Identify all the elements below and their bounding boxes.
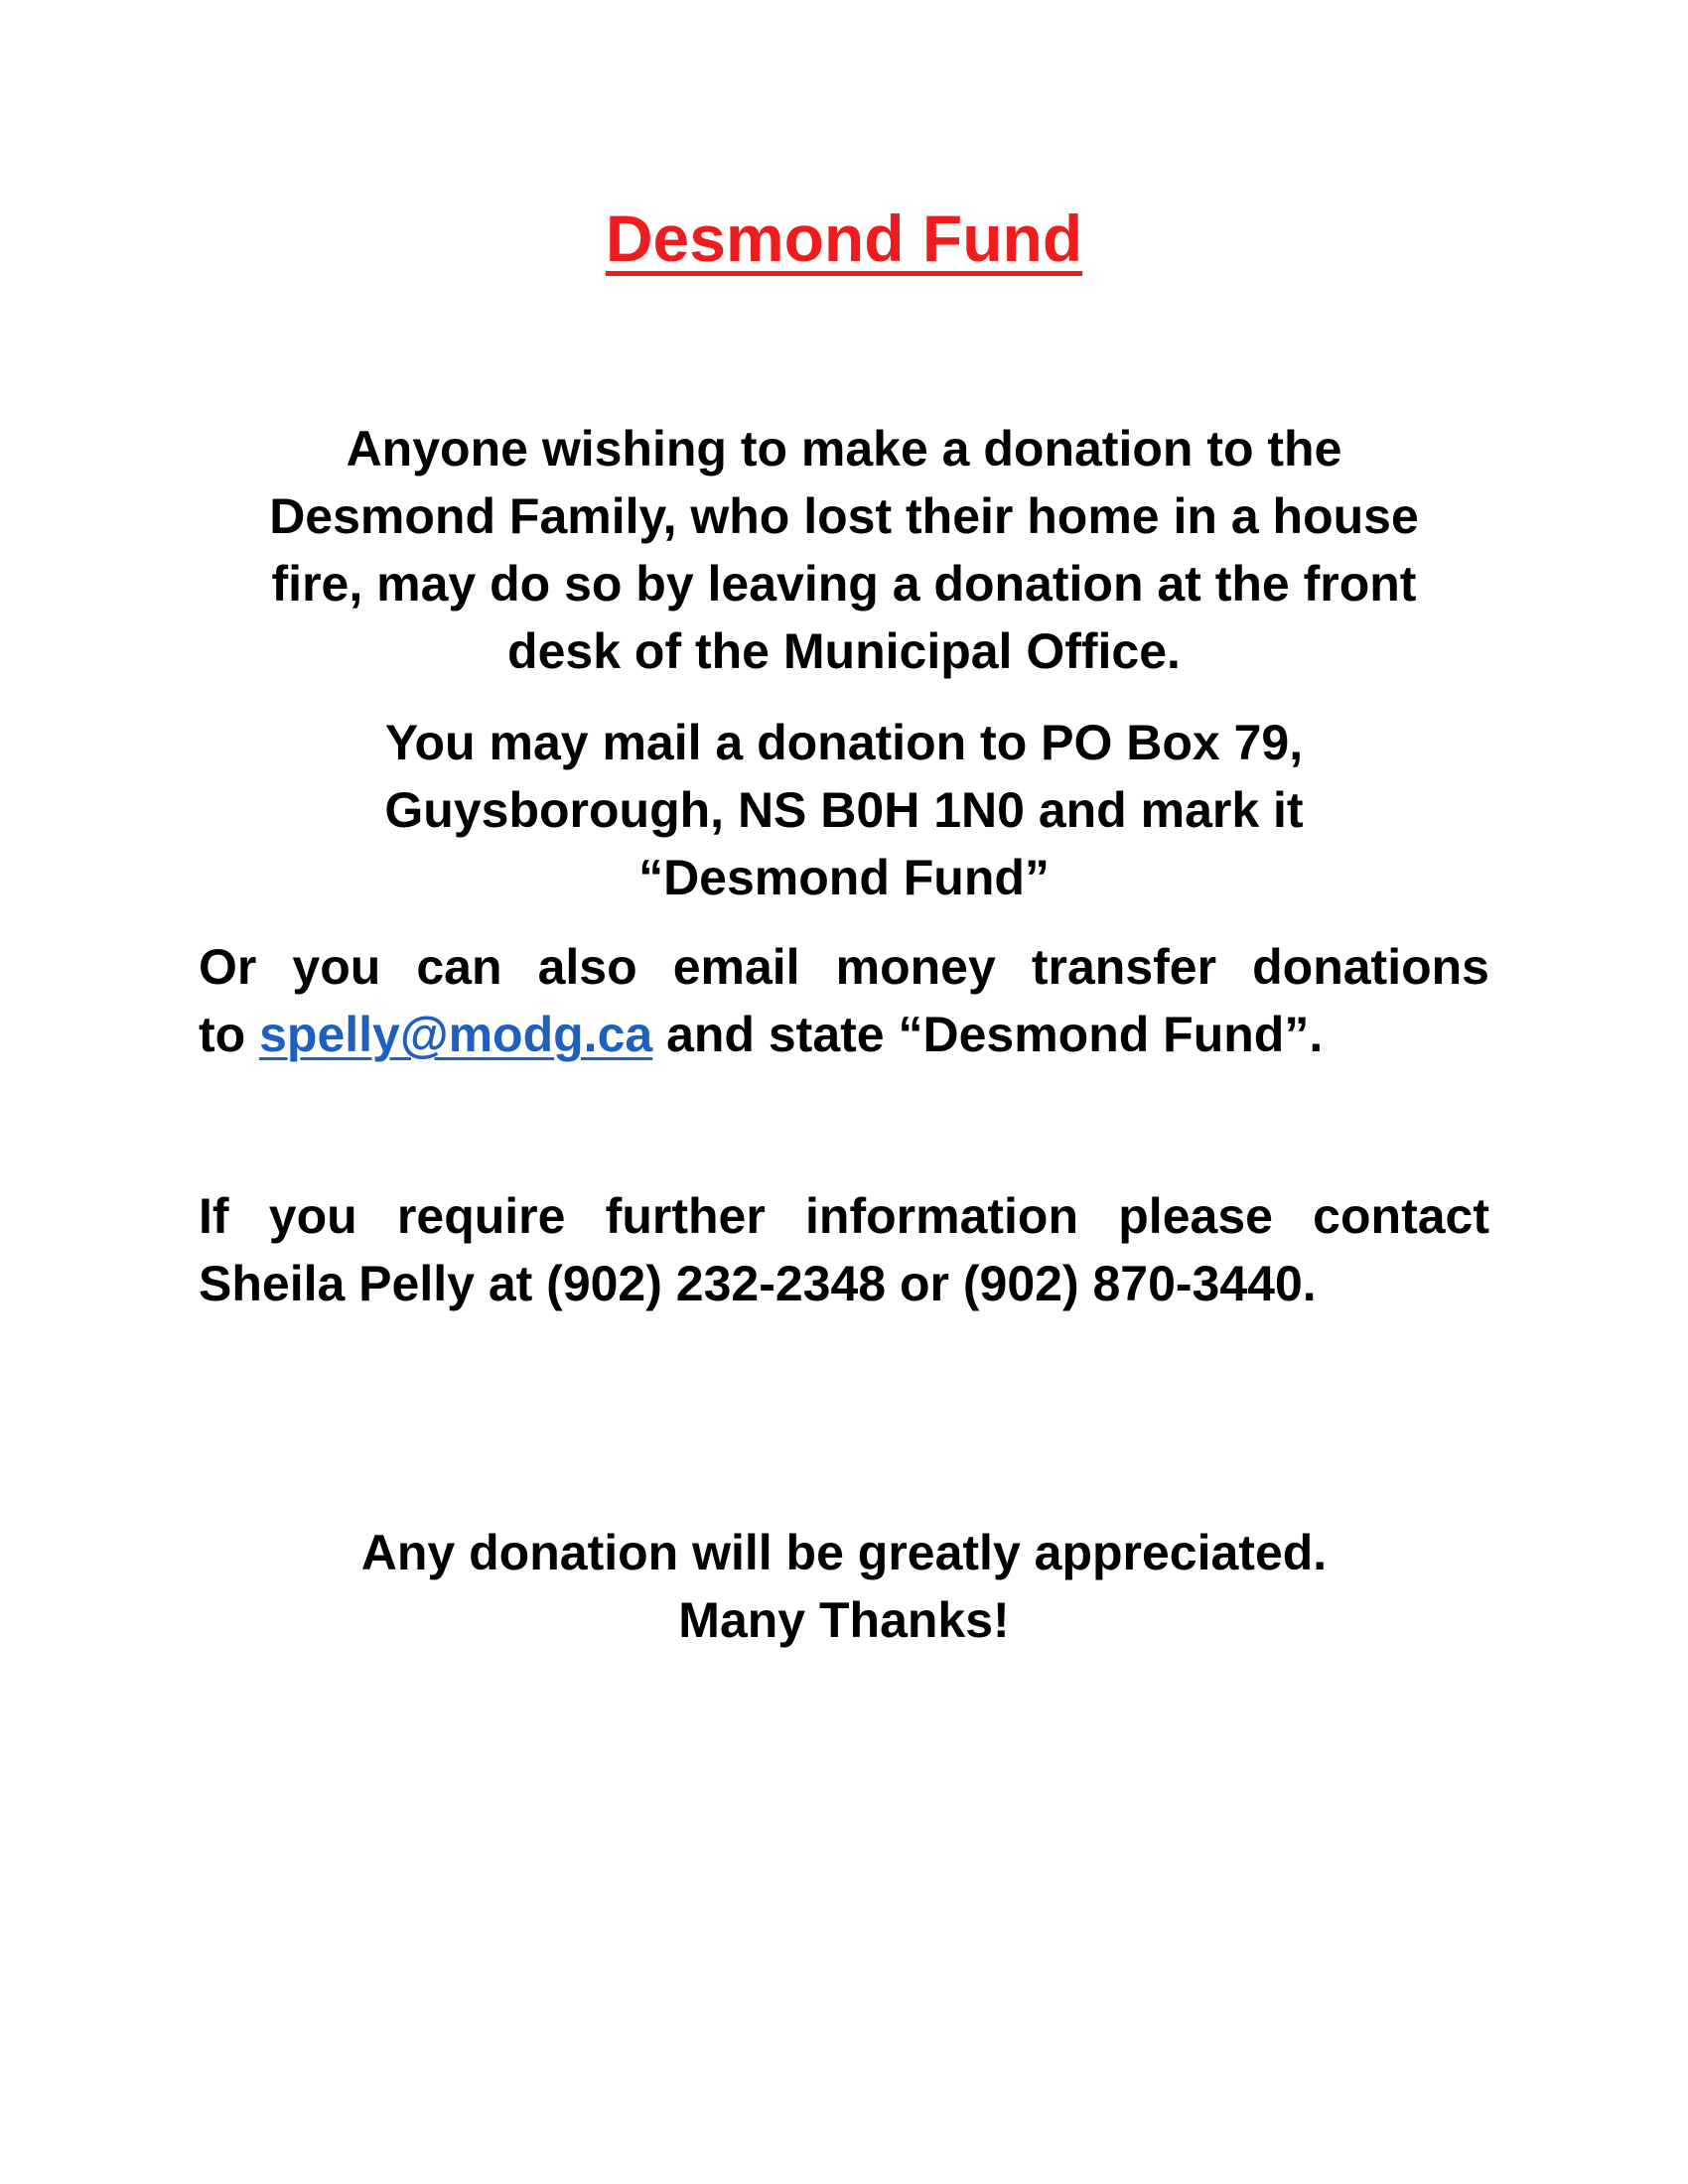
closing-line-2: Many Thanks! <box>678 1592 1010 1648</box>
contact-paragraph <box>199 1182 1489 1317</box>
title-text: Desmond Fund <box>605 202 1083 275</box>
donation-intro-paragraph <box>179 415 1509 685</box>
email-transfer-line-2 <box>199 1001 1489 1068</box>
mail-paragraph <box>179 709 1509 911</box>
mail-line: “Desmond Fund” <box>638 850 1050 905</box>
email-suffix: and state “Desmond Fund”. <box>652 1007 1324 1062</box>
intro-line: Desmond Family, who lost their home in a house <box>269 488 1419 544</box>
contact-line-2: Sheila Pelly at (902) 232-2348 or (902) 870-3440. <box>199 1256 1317 1311</box>
closing-paragraph <box>179 1519 1509 1654</box>
mail-line: You may mail a donation to PO Box 79, <box>384 715 1304 770</box>
intro-line: fire, may do so by leaving a donation at the front <box>271 556 1417 612</box>
page-title <box>0 199 1688 278</box>
email-link[interactable]: spelly@modg.ca <box>259 1007 653 1062</box>
email-prefix: to <box>199 1007 260 1062</box>
email-transfer-paragraph <box>199 933 1489 1068</box>
email-transfer-line-1: Or you can also email money transfer donations <box>199 939 1489 995</box>
contact-line-1: If you require further information please contact <box>199 1188 1489 1244</box>
closing-line-1: Any donation will be greatly appreciated. <box>360 1525 1328 1580</box>
intro-line: desk of the Municipal Office. <box>507 623 1181 679</box>
intro-line: Anyone wishing to make a donation to the <box>346 421 1342 477</box>
mail-line: Guysborough, NS B0H 1N0 and mark it <box>384 782 1304 838</box>
